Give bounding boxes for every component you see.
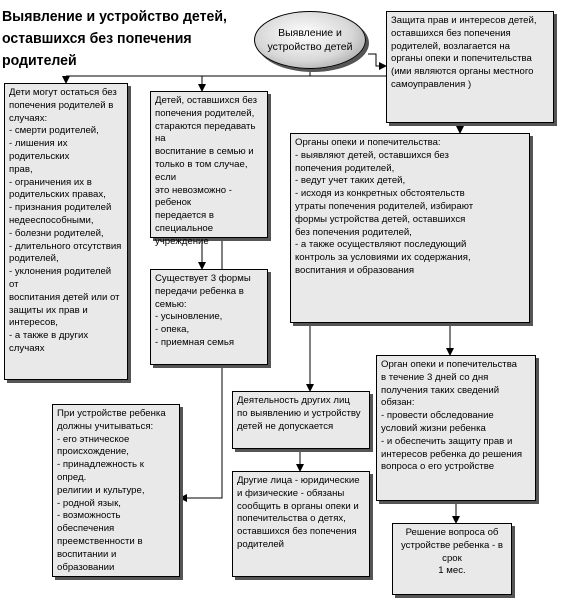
other-persons-report-box: Другие лица - юридические и физические - обязаны сообщить в органы опеки и попечительства о детях, оставшихся без попечения родителей (232, 471, 370, 577)
family-placement-box: Детей, оставшихся без попечения родителей, стараются передавать на воспитание в семью и только в том случае, если это невозможно - ребенок передается в специальное учреждение (150, 91, 268, 238)
forms-box: Существует 3 формы передачи ребенка в семью: - усыновление, - опека, - приемная семья (150, 269, 268, 365)
other-persons-not-allowed-box: Деятельность других лиц по выявлению и устройству детей не допускается (232, 391, 370, 449)
protection-box: Защита прав и интересов детей, оставшихся без попечения родителей, возлагается на органы опеки и попечительства (ими являются органы местного самоуправления ) (386, 11, 554, 123)
decision-deadline-box: Решение вопроса об устройстве ребенка - в срок 1 мес. (392, 523, 512, 595)
page-title: Выявление и устройство детей, оставшихся без попечения родителей (2, 8, 227, 69)
guardianship-duties-box: Органы опеки и попечительства: - выявляют детей, оставшихся без попечения родителей, - ведут учет таких детей, - исходя из конкретных обстоятельств утраты попечения родителей, избирают формы устройства детей, оставшихся без попечения родителей, - а также осуществляют последующий контроль за условиями их содержания, воспитания и образования (290, 133, 530, 323)
center-node: Выявление и устройство детей (254, 11, 366, 69)
three-day-duty-box: Орган опеки и попечительства в течение 3 дней со дня получения таких сведений обязан: - провести обследование условий жизни ребенка - и обеспечить защиту прав и интересов ребенка до решения вопроса о его устройстве (376, 355, 536, 501)
reasons-box: Дети могут остаться без попечения родителей в случаях: - смерти родителей, - лишения их родительских прав, - ограничения их в родительских правах, - признания родителей недееспособными, - болезни родителей, - длительного отсутствия родителей, - уклонения родителей от воспитания детей или от защиты их прав и интересов, - а также в других случаях (4, 83, 128, 380)
arrow-center-to-protection (368, 54, 386, 66)
considerations-box: При устройстве ребенка должны учитываться: - его этническое происхождение, - принадлежность к опред. религии и культуре, - родной язык, - возможность обеспечения преемственности в воспитании и образовании (52, 404, 180, 577)
